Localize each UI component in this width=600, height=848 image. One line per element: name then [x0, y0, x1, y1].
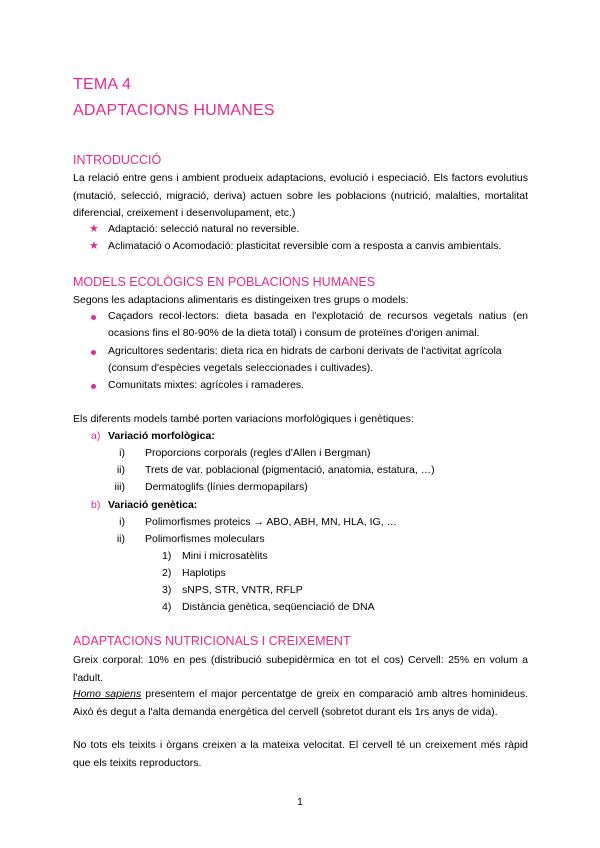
- bullet-dot-icon: [91, 350, 96, 355]
- molecular-item: Distància genètica, seqüenciació de DNA: [182, 601, 375, 613]
- roman-numeral: ii): [116, 533, 125, 545]
- models-intro: Segons les adaptacions alimentaris es distingeixen tres grups o models:: [73, 294, 409, 306]
- bullet-dot-icon: [91, 384, 96, 389]
- variation-b-item: Polimorfismes moleculars: [145, 533, 265, 545]
- numbered-marker: 4): [162, 601, 172, 613]
- intro-bullet: Adaptació: selecció natural no reversible.: [108, 223, 300, 235]
- variation-a-title: Variació morfològica:: [108, 430, 215, 442]
- variation-a-item: Proporcions corporals (regles d'Allen i Bergman): [145, 447, 371, 459]
- bullet-dot-icon: [91, 315, 96, 320]
- roman-numeral: iii): [114, 481, 125, 493]
- roman-numeral: i): [119, 447, 125, 459]
- roman-numeral: ii): [116, 464, 125, 476]
- section-heading-nutrition: ADAPTACIONS NUTRICIONALS I CREIXEMENT: [73, 634, 351, 648]
- nutrition-paragraph-growth: No tots els teixits i òrgans creixen a la mateixa velocitat. El cervell té un creixement més ràpid que els teixits reproductors.: [73, 739, 528, 769]
- nutrition-paragraph-species-text: presentem el major percentatge de greix en comparació amb altres hominideus. Això és degut a l'alta demanda energètica del cervell (sobretot durant els 1rs anys de vida).: [73, 688, 528, 718]
- variations-intro: Els diferents models també porten variacions morfològiques i genètiques:: [73, 413, 414, 425]
- intro-paragraph: La relació entre gens i ambient produeix adaptacions, evolució i especiació. Els factors evolutius (mutació, selecció, migració, deriva) actuen sobre les poblacions (nutrició, malalties, mortalitat diferencial, creixement i desenvolupament, etc.): [73, 172, 528, 219]
- section-heading-intro: INTRODUCCIÓ: [73, 153, 162, 167]
- variation-b-item: Polimorfismes proteics → ABO, ABH, MN, HLA, IG, …: [145, 516, 398, 528]
- models-bullet: Agricultores sedentaris: dieta rica en hidrats de carboni derivats de l'activitat agrícola (consum d'espècies vegetals seleccionades i cultivades).: [108, 345, 502, 374]
- variation-b-title: Variació genètica:: [108, 499, 198, 511]
- variation-a-item: Trets de var. poblacional (pigmentació, anatomia, estatura, …): [145, 464, 435, 476]
- molecular-item: Haplotips: [182, 567, 226, 579]
- page-title: ADAPTACIONS HUMANES: [73, 102, 275, 119]
- topic-number: TEMA 4: [73, 76, 132, 93]
- models-bullet: Caçadors recol·lectors: dieta basada en l'explotació de recursos vegetals natius (en ocasions fins el 80-90% de la dieta total) i consum de proteïnes d'origen animal.: [108, 310, 528, 339]
- nutrition-paragraph-fat: Greix corporal: 10% en pes (distribució subepidèrmica en tot el cos) Cervell: 25% en volum a l'adult.: [73, 654, 528, 684]
- species-name: Homo sapiens: [73, 688, 142, 700]
- roman-numeral: i): [119, 516, 125, 528]
- list-letter-b: b): [91, 499, 101, 511]
- star-bullet-icon: ★: [89, 223, 99, 235]
- section-heading-models: MODELS ECOLÒGICS EN POBLACIONS HUMANES: [73, 275, 376, 289]
- page-number: 1: [297, 797, 303, 808]
- molecular-item: sNPS, STR, VNTR, RFLP: [182, 584, 303, 596]
- intro-bullet: Aclimatació o Acomodació: plasticitat reversible com a resposta a canvis ambientals.: [108, 240, 502, 252]
- numbered-marker: 3): [162, 584, 172, 596]
- star-bullet-icon: ★: [89, 240, 99, 252]
- molecular-item: Mini i microsatèlits: [182, 550, 268, 562]
- nutrition-paragraph-species: [73, 686, 528, 721]
- models-bullet: Comunitats mixtes: agrícoles i ramaderes.: [108, 379, 305, 391]
- list-letter-a: a): [91, 430, 101, 442]
- numbered-marker: 1): [162, 550, 172, 562]
- variation-a-item: Dermatoglifs (línies dermopapilars): [145, 481, 308, 493]
- numbered-marker: 2): [162, 567, 172, 579]
